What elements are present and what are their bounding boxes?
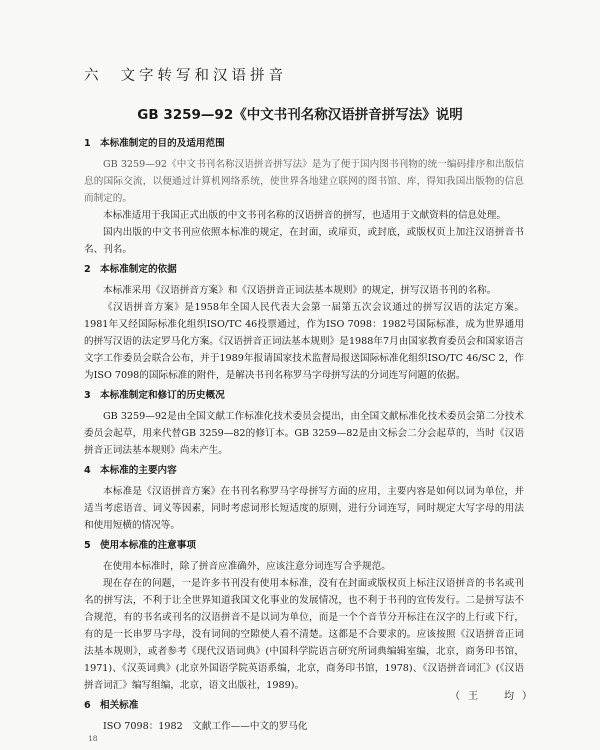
paragraph: 在使用本标准时，除了拼音应准确外，应该注意分词连写合乎规范。 bbox=[103, 561, 391, 572]
document-body bbox=[84, 133, 524, 735]
section-header bbox=[84, 64, 287, 85]
section-heading-4: 4 本标准的主要内容 bbox=[84, 465, 177, 476]
author-signature: （王 均） bbox=[450, 691, 540, 702]
paragraph: 《汉语拼音方案》是1958年全国人民代表大会第一届第五次会议通过的拼写汉语的法定方案。1981年又经国际标准化组织ISO/TC 46投票通过，作为ISO 7098：1982号国际标准，成为世界通用的拼写汉语的法定罗马化方案。《汉语拼音正词法基本规则》是1988年7月由国家教育委员会和国家语言文字工作委员会联合公布，并于1989年报请国家技术监督局报送国际标准化组织ISO/TC 46/SC 2，作为ISO 7098的国际标准的附件，是解决书刊名称罗马字母拼写法的分词连写问题的依据。 bbox=[84, 302, 524, 381]
document-title: GB 3259—92《中文书刊名称汉语拼音拼写法》说明 bbox=[137, 107, 463, 123]
paragraph: 本标准采用《汉语拼音方案》和《汉语拼音正词法基本规则》的规定，拼写汉语书刊的名称。 bbox=[103, 285, 497, 296]
section-heading-6: 6 相关标准 bbox=[84, 700, 139, 711]
section-heading-1: 1 本标准制定的目的及适用范围 bbox=[84, 138, 225, 149]
paragraph: 本标准是《汉语拼音方案》在书刊名称罗马字母拼写方面的应用，主要内容是如何以词为单位，并适当考虑语音、词义等因素，同时考虑词形长短适度的原则，进行分词连写，同时规定大写字母的用法和使用短横的情况等。 bbox=[84, 486, 524, 531]
section-heading-5: 5 使用本标准的注意事项 bbox=[84, 540, 196, 551]
paragraph: GB 3259—92是由全国文献工作标准化技术委员会提出，由全国文献标准化技术委员会第二分技术委员会起草，用来代替GB 3259—82的修订本。GB 3259—82是由文标会二分会起草的，当时《汉语拼音正词法基本规则》尚未产生。 bbox=[84, 411, 524, 456]
paragraph: 国内出版的中文书刊应依照本标准的规定，在封面，或扉页，或封底，或版权页上加注汉语拼音书名、刊名。 bbox=[84, 227, 524, 255]
paragraph: ISO 7098：1982 文献工作——中文的罗马化 bbox=[103, 721, 308, 732]
page-number: 18 bbox=[88, 734, 98, 743]
section-title: 文字转写和汉语拼音 bbox=[120, 68, 287, 84]
section-number: 六 bbox=[84, 68, 103, 84]
section-heading-3: 3 本标准制定和修订的历史概况 bbox=[84, 390, 225, 401]
paragraph: 本标准适用于我国正式出版的中文书刊名称的汉语拼音的拼写，也适用于文献资料的信息处理。 bbox=[103, 210, 506, 221]
paragraph: 现在存在的问题，一是许多书刊没有使用本标准，没有在封面或版权页上标注汉语拼音的书名或刊名的拼写法，不利于让全世界知道我国文化事业的发展情况，也不利于书刊的宣传发行。二是拼写法不合规范，有的书名或刊名的汉语拼音不是以词为单位，而是一个个音节分开标注在汉字的上行或下行，有的是一长串罗马字母，没有词间的空隙使人看不清楚。这都是不合要求的。应该按照《汉语拼音正词法基本规则》，或者参考《现代汉语词典》(中国科学院语言研究所词典编辑室编，北京，商务印书馆，1971)、《汉英词典》(北京外国语学院英语系编，北京，商务印书馆，1978)、《汉语拼音词汇》(《汉语拼音词汇》编写组编，北京，语文出版社，1989)。 bbox=[84, 578, 524, 691]
paragraph: GB 3259—92《中文书刊名称汉语拼音拼写法》是为了便于国内图书刊物的统一编码排序和出版信息的国际交流，以便通过计算机网络系统，使世界各地建立联网的图书馆、库，得知我国出版物的信息而制定的。 bbox=[84, 159, 524, 204]
section-heading-2: 2 本标准制定的依据 bbox=[84, 264, 177, 275]
